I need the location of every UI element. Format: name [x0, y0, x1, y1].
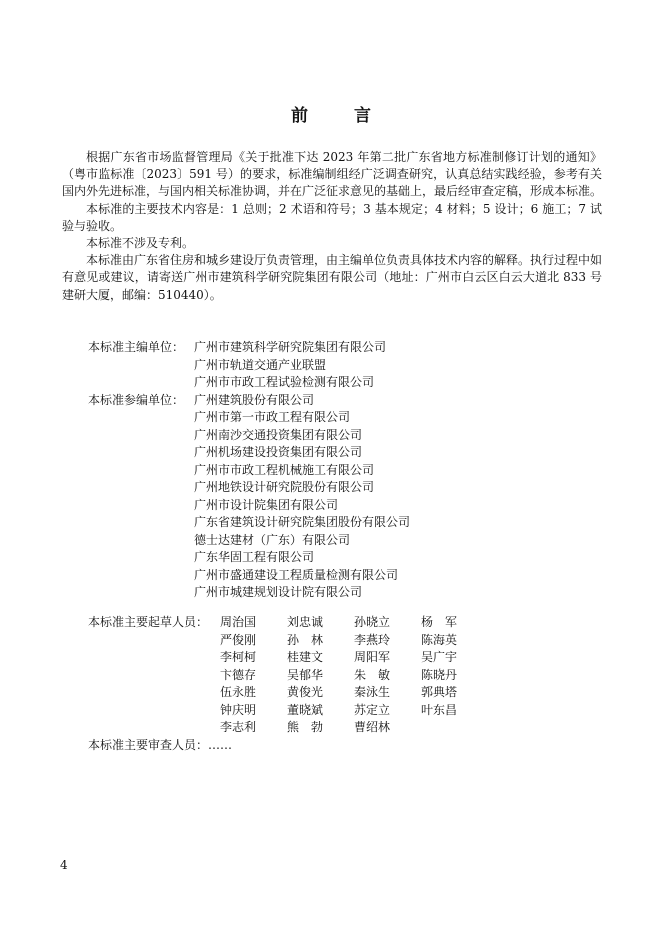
unit-row — [88, 496, 608, 514]
drafter-name: 刘忠诚 — [287, 615, 324, 630]
unit-row — [88, 338, 608, 356]
drafters-list — [88, 613, 608, 736]
unit-name: 德士达建材（广东）有限公司 — [194, 532, 351, 547]
paragraph: 本标准由广东省住房和城乡建设厅负责管理，由主编单位负责具体技术内容的解释。执行过程中如有意见或建议，请寄送广州市建筑科学研究院集团有限公司（地址：广州市白云区白云大道北 833 号建研大厦，邮编：510440）。 — [62, 253, 603, 302]
unit-name: 广州市建筑科学研究院集团有限公司 — [194, 340, 387, 355]
unit-name: 广州机场建设投资集团有限公司 — [194, 445, 363, 460]
unit-name: 广州南沙交通投资集团有限公司 — [194, 427, 363, 442]
unit-row — [88, 426, 608, 444]
drafter-row — [88, 718, 608, 736]
drafter-name: 卞德存 — [220, 667, 257, 682]
preface-body — [62, 149, 602, 304]
drafter-name: 周阳军 — [354, 650, 391, 665]
unit-row — [88, 513, 608, 531]
page-number: 4 — [60, 858, 68, 872]
unit-row — [88, 408, 608, 426]
drafter-name: 伍永胜 — [220, 685, 257, 700]
drafter-name: 秦泳生 — [354, 685, 391, 700]
chief-editor-label: 本标准主编单位： — [88, 340, 185, 355]
unit-name: 广州地铁设计研究院股份有限公司 — [194, 480, 375, 495]
paragraph: 本标准不涉及专利。 — [86, 236, 195, 251]
unit-name: 广州市城建规划设计院有限公司 — [194, 585, 363, 600]
unit-name: 广州市设计院集团有限公司 — [194, 497, 339, 512]
drafter-name: 董晓斌 — [287, 702, 324, 717]
unit-name: 广州市第一市政工程有限公司 — [194, 410, 351, 425]
drafter-name: 孙晓立 — [354, 615, 391, 630]
reviewers-line — [88, 736, 232, 753]
drafter-row — [88, 613, 608, 631]
unit-row — [88, 583, 608, 601]
drafter-name: 苏定立 — [354, 702, 391, 717]
drafter-row — [88, 666, 608, 684]
drafter-name: 孙 林 — [287, 632, 324, 647]
drafter-row — [88, 683, 608, 701]
drafter-name: 叶东昌 — [421, 702, 458, 717]
unit-name: 广州市轨道交通产业联盟 — [194, 357, 327, 372]
units-list — [88, 338, 608, 601]
unit-row — [88, 391, 608, 409]
drafter-name: 陈晓丹 — [421, 667, 458, 682]
unit-name: 广东省建筑设计研究院集团股份有限公司 — [194, 515, 411, 530]
drafter-row — [88, 631, 608, 649]
drafter-row — [88, 701, 608, 719]
drafter-row — [88, 648, 608, 666]
participants-label: 本标准参编单位： — [88, 392, 185, 407]
unit-row — [88, 566, 608, 584]
unit-row — [88, 461, 608, 479]
drafter-name: 李燕玲 — [354, 632, 391, 647]
unit-row — [88, 356, 608, 374]
unit-name: 广州市盛通建设工程质量检测有限公司 — [194, 567, 399, 582]
drafter-name: 李柯柯 — [220, 650, 257, 665]
drafter-name: 吴郁华 — [287, 667, 324, 682]
drafter-name: 郭典塔 — [421, 685, 458, 700]
drafter-name: 朱 敏 — [354, 667, 391, 682]
reviewers-label: 本标准主要审查人员： — [88, 738, 209, 752]
drafter-name: 严俊刚 — [220, 632, 257, 647]
drafter-name: 李志利 — [220, 720, 257, 735]
unit-row — [88, 531, 608, 549]
unit-name: 广州建筑股份有限公司 — [194, 392, 315, 407]
unit-name: 广州市市政工程机械施工有限公司 — [194, 462, 375, 477]
page-title: 前 言 — [291, 106, 391, 126]
paragraph: 根据广东省市场监督管理局《关于批准下达 2023 年第二批广东省地方标准制修订计划的通知》（粤市监标准〔2023〕591 号）的要求，标准编制组经广泛调查研究，认真总结实践经验，参考有关国内外先进标准，与国内相关标准协调，并在广泛征求意见的基础上，最后经审查定稿，形成本标准。 — [62, 150, 603, 199]
unit-name: 广州市市政工程试验检测有限公司 — [194, 375, 375, 390]
drafters-label: 本标准主要起草人员： — [88, 615, 209, 630]
drafter-name: 桂建文 — [287, 650, 324, 665]
drafter-name: 曹绍林 — [354, 720, 391, 735]
unit-row — [88, 443, 608, 461]
reviewers-value: …… — [208, 738, 233, 752]
unit-row — [88, 373, 608, 391]
drafter-name: 周治国 — [220, 615, 257, 630]
drafter-name: 吴广宇 — [421, 650, 458, 665]
unit-row — [88, 548, 608, 566]
drafter-name: 陈海英 — [421, 632, 458, 647]
drafter-name: 杨 军 — [421, 615, 458, 630]
unit-row — [88, 478, 608, 496]
unit-name: 广东华固工程有限公司 — [194, 550, 315, 565]
paragraph: 本标准的主要技术内容是：1 总则；2 术语和符号；3 基本规定；4 材料；5 设计；6 施工；7 试验与验收。 — [62, 201, 602, 233]
drafter-name: 黄俊光 — [287, 685, 324, 700]
drafter-name: 钟庆明 — [220, 702, 257, 717]
drafter-name: 熊 勃 — [287, 720, 324, 735]
